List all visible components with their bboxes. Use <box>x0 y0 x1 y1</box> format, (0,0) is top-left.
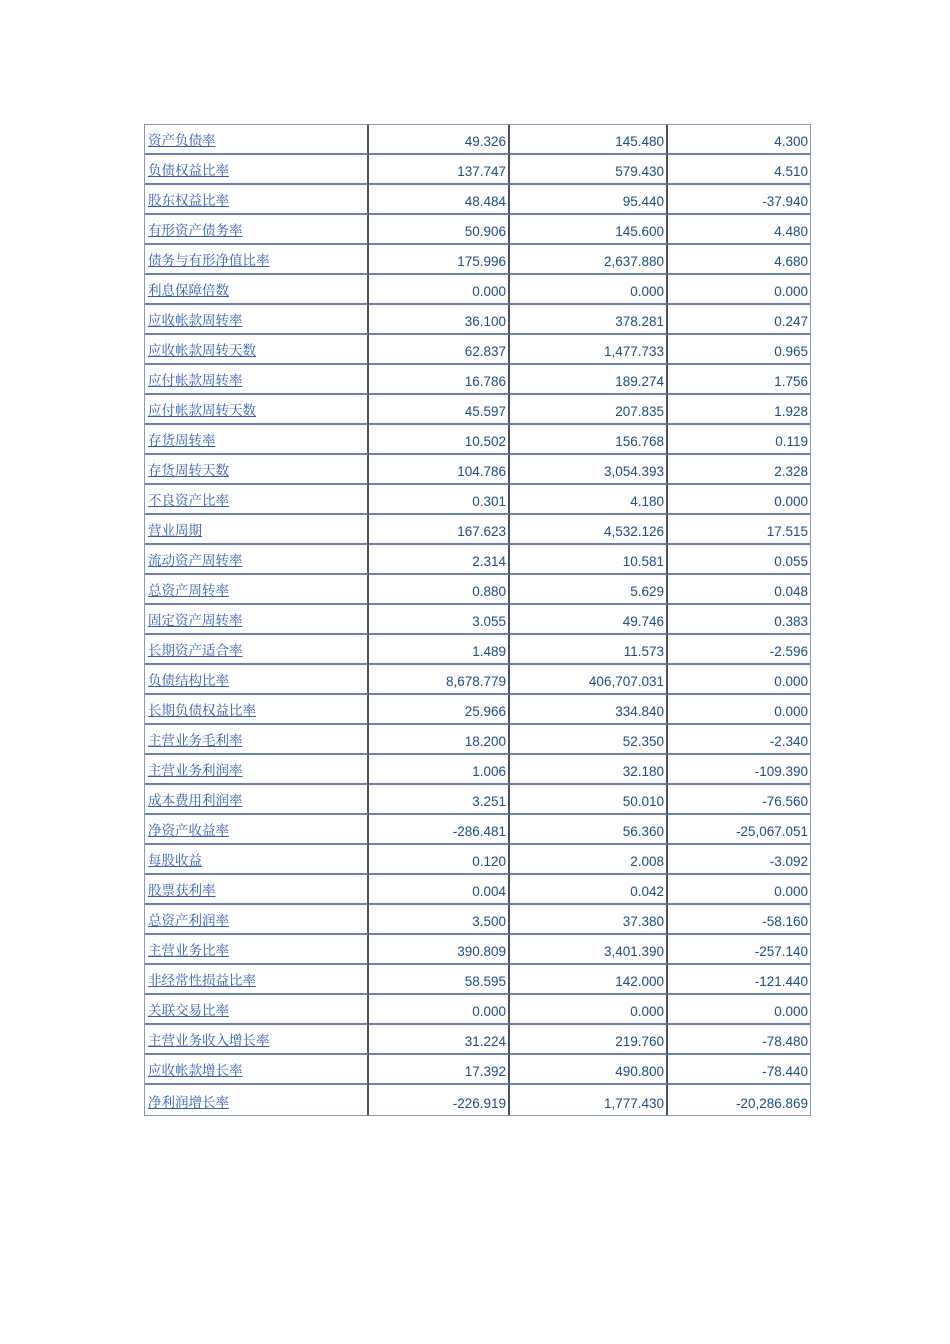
value-cell-col1: 3.500 <box>369 905 510 935</box>
ratio-name-link[interactable]: 长期资产适合率 <box>148 643 243 659</box>
ratio-name-link[interactable]: 存货周转率 <box>148 433 216 449</box>
value-cell-col2: 2,637.880 <box>510 245 668 275</box>
value-cell-col1: 49.326 <box>369 125 510 155</box>
value-cell-col1: 3.251 <box>369 785 510 815</box>
ratio-table-container <box>144 124 811 1116</box>
value-cell-col3: 0.383 <box>668 605 810 635</box>
value-cell-col1: 62.837 <box>369 335 510 365</box>
value-cell-col3: 0.247 <box>668 305 810 335</box>
table-row <box>145 1085 810 1115</box>
value-cell-col2: 3,054.393 <box>510 455 668 485</box>
ratio-name-link[interactable]: 有形资产债务率 <box>148 223 243 239</box>
table-row <box>145 995 810 1025</box>
table-row <box>145 845 810 875</box>
value-cell-col2: 142.000 <box>510 965 668 995</box>
ratio-name-cell <box>145 245 369 275</box>
table-row <box>145 515 810 545</box>
value-cell-col1: 8,678.779 <box>369 665 510 695</box>
value-cell-col3: 0.048 <box>668 575 810 605</box>
table-row <box>145 605 810 635</box>
value-cell-col2: 50.010 <box>510 785 668 815</box>
value-cell-col1: -286.481 <box>369 815 510 845</box>
ratio-table-body <box>145 125 810 1115</box>
ratio-name-link[interactable]: 总资产周转率 <box>148 583 229 599</box>
value-cell-col1: 58.595 <box>369 965 510 995</box>
ratio-name-cell <box>145 395 369 425</box>
value-cell-col2: 378.281 <box>510 305 668 335</box>
value-cell-col2: 1,777.430 <box>510 1085 668 1115</box>
ratio-name-cell <box>145 155 369 185</box>
value-cell-col1: 0.120 <box>369 845 510 875</box>
ratio-name-cell <box>145 935 369 965</box>
table-row <box>145 935 810 965</box>
value-cell-col1: 18.200 <box>369 725 510 755</box>
value-cell-col2: 11.573 <box>510 635 668 665</box>
value-cell-col1: 175.996 <box>369 245 510 275</box>
value-cell-col1: 48.484 <box>369 185 510 215</box>
ratio-name-link[interactable]: 非经常性损益比率 <box>148 973 256 989</box>
value-cell-col3: 4.300 <box>668 125 810 155</box>
value-cell-col1: 390.809 <box>369 935 510 965</box>
ratio-name-link[interactable]: 每股收益 <box>148 853 202 869</box>
value-cell-col3: 1.928 <box>668 395 810 425</box>
ratio-name-link[interactable]: 总资产利润率 <box>148 913 229 929</box>
table-row <box>145 215 810 245</box>
ratio-name-link[interactable]: 存货周转天数 <box>148 463 229 479</box>
value-cell-col1: 0.000 <box>369 275 510 305</box>
value-cell-col1: 3.055 <box>369 605 510 635</box>
ratio-name-cell <box>145 635 369 665</box>
ratio-name-link[interactable]: 股东权益比率 <box>148 193 229 209</box>
table-row <box>145 365 810 395</box>
ratio-name-link[interactable]: 应收帐款周转率 <box>148 313 243 329</box>
ratio-name-cell <box>145 875 369 905</box>
ratio-name-cell <box>145 965 369 995</box>
ratio-name-link[interactable]: 主营业务毛利率 <box>148 733 243 749</box>
value-cell-col2: 0.000 <box>510 275 668 305</box>
value-cell-col3: -25,067.051 <box>668 815 810 845</box>
ratio-name-link[interactable]: 不良资产比率 <box>148 493 229 509</box>
value-cell-col3: -109.390 <box>668 755 810 785</box>
ratio-name-cell <box>145 275 369 305</box>
ratio-name-cell <box>145 1025 369 1055</box>
ratio-name-cell <box>145 1055 369 1085</box>
ratio-name-cell <box>145 305 369 335</box>
value-cell-col1: 36.100 <box>369 305 510 335</box>
table-row <box>145 395 810 425</box>
value-cell-col2: 156.768 <box>510 425 668 455</box>
value-cell-col1: 1.489 <box>369 635 510 665</box>
table-row <box>145 815 810 845</box>
value-cell-col1: 104.786 <box>369 455 510 485</box>
value-cell-col2: 334.840 <box>510 695 668 725</box>
value-cell-col1: 17.392 <box>369 1055 510 1085</box>
value-cell-col3: 0.000 <box>668 995 810 1025</box>
value-cell-col2: 37.380 <box>510 905 668 935</box>
ratio-name-cell <box>145 425 369 455</box>
ratio-name-cell <box>145 365 369 395</box>
value-cell-col3: 2.328 <box>668 455 810 485</box>
value-cell-col3: -58.160 <box>668 905 810 935</box>
table-row <box>145 455 810 485</box>
value-cell-col1: 45.597 <box>369 395 510 425</box>
ratio-name-link[interactable]: 关联交易比率 <box>148 1003 229 1019</box>
value-cell-col1: 0.301 <box>369 485 510 515</box>
ratio-name-cell <box>145 125 369 155</box>
value-cell-col2: 49.746 <box>510 605 668 635</box>
ratio-name-link[interactable]: 债务与有形净值比率 <box>148 253 270 269</box>
value-cell-col2: 4,532.126 <box>510 515 668 545</box>
value-cell-col2: 4.180 <box>510 485 668 515</box>
ratio-name-link[interactable]: 主营业务比率 <box>148 943 229 959</box>
value-cell-col2: 2.008 <box>510 845 668 875</box>
value-cell-col1: 16.786 <box>369 365 510 395</box>
table-row <box>145 575 810 605</box>
table-row <box>145 245 810 275</box>
ratio-name-cell <box>145 785 369 815</box>
table-row <box>145 755 810 785</box>
ratio-name-cell <box>145 845 369 875</box>
value-cell-col3: 0.000 <box>668 695 810 725</box>
ratio-name-cell <box>145 215 369 245</box>
value-cell-col3: 17.515 <box>668 515 810 545</box>
ratio-name-cell <box>145 515 369 545</box>
ratio-name-cell <box>145 605 369 635</box>
ratio-name-link[interactable]: 营业周期 <box>148 523 202 539</box>
ratio-name-cell <box>145 695 369 725</box>
value-cell-col3: -37.940 <box>668 185 810 215</box>
ratio-name-cell <box>145 995 369 1025</box>
value-cell-col3: 4.510 <box>668 155 810 185</box>
ratio-name-link[interactable]: 应收帐款增长率 <box>148 1063 243 1079</box>
ratio-name-link[interactable]: 应付帐款周转率 <box>148 373 243 389</box>
value-cell-col2: 5.629 <box>510 575 668 605</box>
value-cell-col1: 50.906 <box>369 215 510 245</box>
value-cell-col1: 0.000 <box>369 995 510 1025</box>
value-cell-col2: 207.835 <box>510 395 668 425</box>
table-row <box>145 335 810 365</box>
ratio-name-link[interactable]: 主营业务收入增长率 <box>148 1033 270 1049</box>
ratio-name-link[interactable]: 利息保障倍数 <box>148 283 229 299</box>
value-cell-col2: 145.480 <box>510 125 668 155</box>
value-cell-col3: -257.140 <box>668 935 810 965</box>
value-cell-col2: 0.000 <box>510 995 668 1025</box>
financial-ratio-table <box>145 125 810 1115</box>
table-row <box>145 1025 810 1055</box>
value-cell-col3: -2.596 <box>668 635 810 665</box>
value-cell-col3: -78.440 <box>668 1055 810 1085</box>
table-row <box>145 485 810 515</box>
value-cell-col3: -20,286.869 <box>735 1096 808 1111</box>
value-cell-col1: 25.966 <box>369 695 510 725</box>
value-cell-col1: 167.623 <box>369 515 510 545</box>
table-row <box>145 155 810 185</box>
value-cell-col1: 10.502 <box>369 425 510 455</box>
ratio-name-link[interactable]: 负债结构比率 <box>148 673 229 689</box>
value-cell-col1: 137.747 <box>369 155 510 185</box>
value-cell-col3: -78.480 <box>668 1025 810 1055</box>
value-cell-col2: 1,477.733 <box>510 335 668 365</box>
ratio-name-cell <box>145 815 369 845</box>
value-cell-col2: 189.274 <box>510 365 668 395</box>
table-row <box>145 275 810 305</box>
table-row <box>145 305 810 335</box>
value-cell-col3: -3.092 <box>668 845 810 875</box>
value-cell-col3: 1.756 <box>668 365 810 395</box>
ratio-name-link[interactable]: 应付帐款周转天数 <box>148 403 256 419</box>
value-cell-col2: 3,401.390 <box>510 935 668 965</box>
ratio-name-cell <box>145 335 369 365</box>
value-cell-col3: 0.000 <box>668 665 810 695</box>
value-cell-col2: 52.350 <box>510 725 668 755</box>
value-cell-col3: -2.340 <box>668 725 810 755</box>
ratio-name-link[interactable]: 净利润增长率 <box>148 1095 229 1111</box>
value-cell-col2: 0.042 <box>510 875 668 905</box>
table-row <box>145 185 810 215</box>
value-cell-col3: -121.440 <box>668 965 810 995</box>
value-cell-col3: 0.000 <box>668 485 810 515</box>
ratio-name-link[interactable]: 成本费用利润率 <box>148 793 243 809</box>
value-cell-col2: 219.760 <box>510 1025 668 1055</box>
table-row <box>145 665 810 695</box>
value-cell-col2: 406,707.031 <box>510 665 668 695</box>
value-cell-col1: 0.004 <box>369 875 510 905</box>
table-row <box>145 635 810 665</box>
ratio-name-link[interactable]: 流动资产周转率 <box>148 553 243 569</box>
ratio-name-link[interactable]: 净资产收益率 <box>148 823 229 839</box>
value-cell-col3: 0.000 <box>668 275 810 305</box>
table-row <box>145 425 810 455</box>
value-cell-col3: 4.680 <box>668 245 810 275</box>
ratio-name-cell <box>145 485 369 515</box>
ratio-name-cell <box>145 1085 369 1115</box>
ratio-name-cell <box>145 905 369 935</box>
table-row <box>145 785 810 815</box>
ratio-name-link[interactable]: 固定资产周转率 <box>148 613 243 629</box>
value-cell-col2: 579.430 <box>510 155 668 185</box>
ratio-name-link[interactable]: 主营业务利润率 <box>148 763 243 779</box>
value-cell-col2: 95.440 <box>510 185 668 215</box>
table-row <box>145 125 810 155</box>
value-cell-col1: 1.006 <box>369 755 510 785</box>
value-cell-col3: -76.560 <box>668 785 810 815</box>
value-cell-col1: -226.919 <box>369 1085 510 1115</box>
ratio-name-cell <box>145 575 369 605</box>
ratio-name-link[interactable]: 长期负债权益比率 <box>148 703 256 719</box>
value-cell-col3: 0.965 <box>668 335 810 365</box>
value-cell-col3: 0.119 <box>668 425 810 455</box>
value-cell-col2: 32.180 <box>510 755 668 785</box>
ratio-name-cell <box>145 455 369 485</box>
ratio-name-link[interactable]: 负债权益比率 <box>148 163 229 179</box>
value-cell-col2: 490.800 <box>510 1055 668 1085</box>
value-cell-col2: 56.360 <box>510 815 668 845</box>
table-row <box>145 545 810 575</box>
value-cell-col2: 145.600 <box>510 215 668 245</box>
value-cell-col2: 10.581 <box>510 545 668 575</box>
ratio-name-cell <box>145 725 369 755</box>
ratio-name-cell <box>145 755 369 785</box>
table-row <box>145 875 810 905</box>
value-cell-col1: 2.314 <box>369 545 510 575</box>
table-row <box>145 1055 810 1085</box>
ratio-name-cell <box>145 185 369 215</box>
value-cell-col3: 0.000 <box>668 875 810 905</box>
value-cell-col3: 4.480 <box>668 215 810 245</box>
table-row <box>145 905 810 935</box>
value-cell-col1: 31.224 <box>369 1025 510 1055</box>
ratio-name-cell <box>145 665 369 695</box>
ratio-name-link[interactable]: 应收帐款周转天数 <box>148 343 256 359</box>
table-row <box>145 965 810 995</box>
ratio-name-link[interactable]: 股票获利率 <box>148 883 216 899</box>
value-cell-col1: 0.880 <box>369 575 510 605</box>
ratio-name-link[interactable]: 资产负债率 <box>148 133 216 149</box>
table-row <box>145 725 810 755</box>
value-cell-col3: 0.055 <box>668 545 810 575</box>
ratio-name-cell <box>145 545 369 575</box>
table-row <box>145 695 810 725</box>
